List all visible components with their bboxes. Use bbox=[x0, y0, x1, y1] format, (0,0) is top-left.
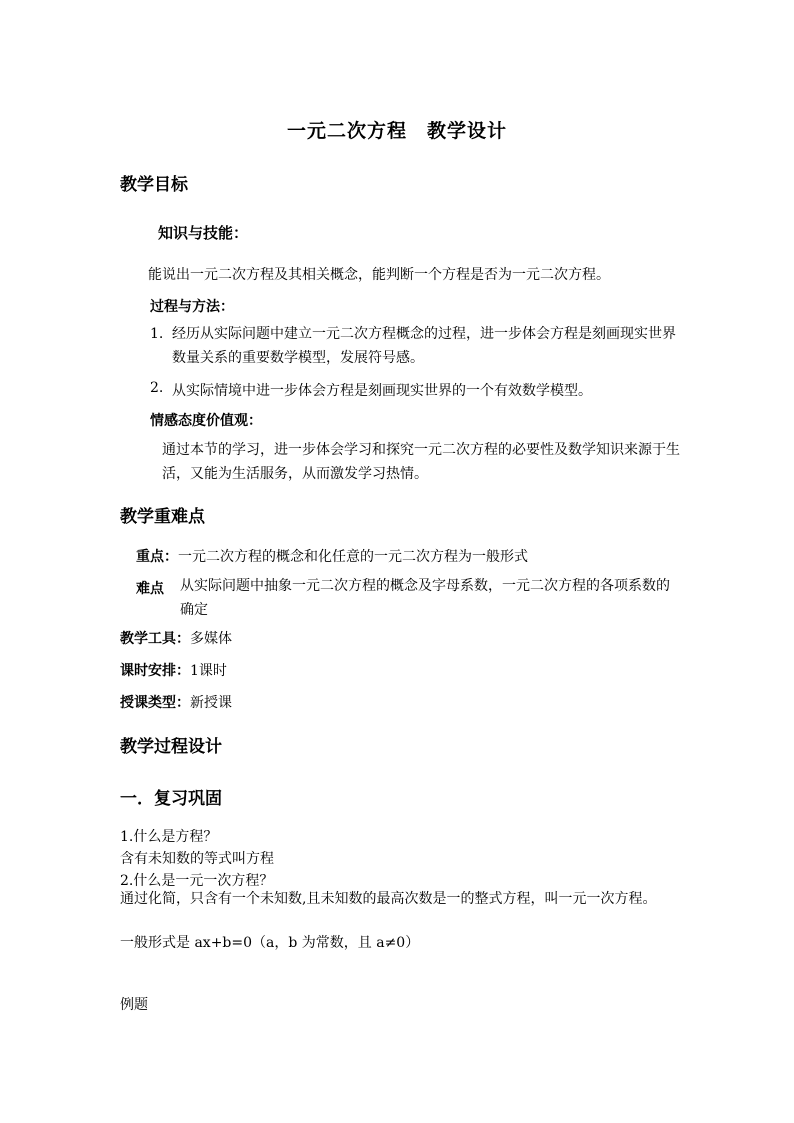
document-title: 一元二次方程 教学设计 bbox=[286, 120, 507, 142]
review-answer-2: 通过化简，只含有一个未知数,且未知数的最高次数是一的整式方程，叫一元一次方程。 bbox=[120, 891, 657, 907]
time-value: 1课时 bbox=[190, 663, 227, 679]
tools-value: 多媒体 bbox=[190, 631, 232, 647]
goals-heading: 教学目标 bbox=[120, 175, 188, 195]
section1-heading: 一．复习巩固 bbox=[120, 789, 222, 809]
focus-label: 重点： bbox=[136, 549, 178, 565]
time-label: 课时安排： bbox=[120, 663, 190, 679]
key-points-heading: 教学重难点 bbox=[120, 507, 205, 527]
general-form: 一般形式是 ax+b=0（a，b 为常数，且 a≠0） bbox=[120, 935, 420, 951]
difficulty-text: 从实际问题中抽象一元二次方程的概念及字母系数，一元二次方程的各项系数的确定 bbox=[180, 578, 670, 618]
review-question-2: 2.什么是一元一次方程？ bbox=[120, 873, 274, 889]
tools-line bbox=[120, 628, 232, 648]
type-line bbox=[120, 692, 232, 712]
attitude-heading: 情感态度价值观： bbox=[150, 413, 262, 429]
focus-line bbox=[136, 546, 528, 566]
focus-text: 一元二次方程的概念和化任意的一元二次方程为一般形式 bbox=[178, 549, 528, 565]
type-label: 授课类型： bbox=[120, 695, 190, 711]
review-answer-1: 含有未知数的等式叫方程 bbox=[120, 851, 274, 867]
process-design-heading: 教学过程设计 bbox=[120, 737, 222, 757]
knowledge-heading: 知识与技能： bbox=[158, 224, 249, 242]
tools-label: 教学工具： bbox=[120, 631, 190, 647]
example-label: 例题 bbox=[120, 997, 148, 1013]
process-heading: 过程与方法： bbox=[150, 299, 234, 315]
process-item2-number: 2. bbox=[150, 380, 164, 396]
difficulty-label: 难点 bbox=[136, 581, 164, 597]
process-item1-number: 1. bbox=[150, 326, 164, 342]
process-item1-text-content: 经历从实际问题中建立一元二次方程概念的过程，进一步体会方程是刻画现实世界数量关系的重要数学模型，发展符号感。 bbox=[172, 326, 676, 366]
knowledge-text: 能说出一元二次方程及其相关概念，能判断一个方程是否为一元二次方程。 bbox=[148, 267, 610, 283]
process-item1-text bbox=[172, 322, 680, 370]
time-line bbox=[120, 660, 227, 680]
process-item2-text: 从实际情境中进一步体会方程是刻画现实世界的一个有效数学模型。 bbox=[172, 383, 592, 399]
review-question-1: 1.什么是方程？ bbox=[120, 829, 218, 845]
attitude-text: 通过本节的学习，进一步体会学习和探究一元二次方程的必要性及数学知识来源于生活，又能为生活服务，从而激发学习热情。 bbox=[162, 442, 680, 482]
type-value: 新授课 bbox=[190, 695, 232, 711]
